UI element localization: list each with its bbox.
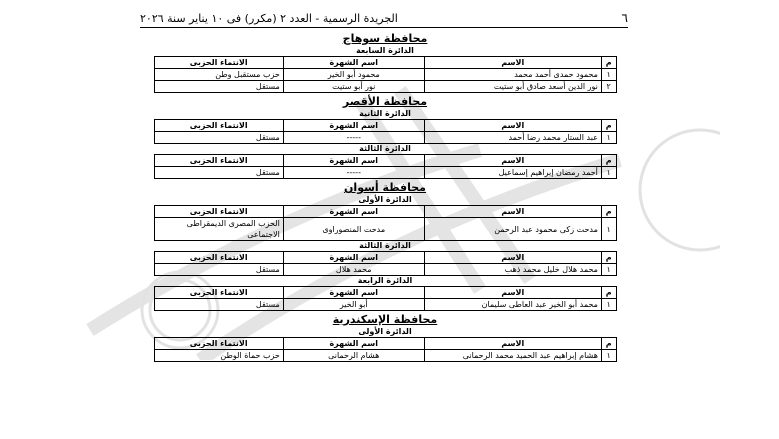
candidates-table	[154, 154, 617, 179]
candidate-fame: مدحت المنصوراوى	[283, 218, 424, 241]
candidate-name: هشام إبراهيم عبد الحميد محمد الرحمانى	[424, 350, 601, 362]
col-header-number: م	[601, 338, 616, 350]
col-header-party: الانتماء الحزبى	[154, 338, 283, 350]
candidate-party: حزب حماة الوطن	[154, 350, 283, 362]
col-header-name: الاسم	[424, 206, 601, 218]
col-header-number: م	[601, 155, 616, 167]
col-header-name: الاسم	[424, 57, 601, 69]
district-title: الدائرة الرابعة	[357, 276, 413, 285]
table-header-row	[154, 206, 616, 218]
candidate-fame: أبو الخير	[283, 299, 424, 311]
governorate-title: محافظة الأقصر	[342, 95, 428, 108]
col-header-fame: اسم الشهرة	[283, 120, 424, 132]
col-header-number: م	[601, 120, 616, 132]
row-number: ١	[601, 299, 616, 311]
row-number: ٢	[601, 81, 616, 93]
page-header	[140, 9, 628, 28]
table-row	[154, 69, 616, 81]
governorate-title: محافظة أسوان	[344, 181, 426, 194]
candidates-table	[154, 205, 617, 241]
candidate-party: حزب مستقبل وطن	[154, 69, 283, 81]
col-header-party: الانتماء الحزبى	[154, 120, 283, 132]
col-header-fame: اسم الشهرة	[283, 206, 424, 218]
col-header-fame: اسم الشهرة	[283, 338, 424, 350]
candidates-table	[154, 251, 617, 276]
candidate-fame: نور أبو ستيت	[283, 81, 424, 93]
table-row	[154, 167, 616, 179]
candidates-list	[150, 30, 620, 362]
row-number: ١	[601, 350, 616, 362]
col-header-number: م	[601, 287, 616, 299]
candidate-name: محمد هلال خليل محمد ذهب	[424, 264, 601, 276]
table-row	[154, 81, 616, 93]
candidate-fame: -----	[283, 167, 424, 179]
table-row	[154, 218, 616, 241]
row-number: ١	[601, 264, 616, 276]
candidate-name: مدحت زكى محمود عبد الرحمن	[424, 218, 601, 241]
col-header-name: الاسم	[424, 287, 601, 299]
table-header-row	[154, 120, 616, 132]
table-row	[154, 132, 616, 144]
col-header-fame: اسم الشهرة	[283, 252, 424, 264]
col-header-number: م	[601, 57, 616, 69]
candidates-table	[154, 119, 617, 144]
table-header-row	[154, 338, 616, 350]
governorate-title: محافظة الإسكندرية	[332, 313, 438, 326]
col-header-fame: اسم الشهرة	[283, 57, 424, 69]
table-row	[154, 350, 616, 362]
district-title: الدائرة الأولى	[358, 327, 412, 336]
page-number: ٦	[621, 11, 628, 25]
candidate-fame: محمود أبو الخير	[283, 69, 424, 81]
col-header-name: الاسم	[424, 338, 601, 350]
col-header-name: الاسم	[424, 120, 601, 132]
candidate-party: مستقل	[154, 132, 283, 144]
candidate-name: نور الدين أسعد صادق أبو ستيت	[424, 81, 601, 93]
col-header-party: الانتماء الحزبى	[154, 287, 283, 299]
table-header-row	[154, 252, 616, 264]
col-header-name: الاسم	[424, 252, 601, 264]
table-row	[154, 299, 616, 311]
district-title: الدائرة الأولى	[358, 195, 412, 204]
candidate-party: مستقل	[154, 299, 283, 311]
col-header-fame: اسم الشهرة	[283, 287, 424, 299]
candidate-party: الحزب المصرى الديمقراطى الاجتماعى	[154, 218, 283, 241]
candidate-party: مستقل	[154, 264, 283, 276]
col-header-number: م	[601, 206, 616, 218]
col-header-party: الانتماء الحزبى	[154, 155, 283, 167]
row-number: ١	[601, 167, 616, 179]
district-title: الدائرة الثالثة	[359, 241, 411, 250]
table-header-row	[154, 155, 616, 167]
district-title: الدائرة الثانية	[359, 109, 411, 118]
col-header-fame: اسم الشهرة	[283, 155, 424, 167]
row-number: ١	[601, 132, 616, 144]
col-header-number: م	[601, 252, 616, 264]
row-number: ١	[601, 218, 616, 241]
candidate-party: مستقل	[154, 81, 283, 93]
candidate-fame: محمد هلال	[283, 264, 424, 276]
candidate-fame: -----	[283, 132, 424, 144]
district-title: الدائرة السابعة	[356, 46, 414, 55]
col-header-party: الانتماء الحزبى	[154, 57, 283, 69]
table-header-row	[154, 57, 616, 69]
col-header-party: الانتماء الحزبى	[154, 252, 283, 264]
candidates-table	[154, 337, 617, 362]
candidate-name: أحمد رمضان إبراهيم إسماعيل	[424, 167, 601, 179]
district-title: الدائرة الثالثة	[359, 144, 411, 153]
row-number: ١	[601, 69, 616, 81]
candidates-table	[154, 286, 617, 311]
col-header-party: الانتماء الحزبى	[154, 206, 283, 218]
candidate-name: محمد أبو الخير عبد العاطى سليمان	[424, 299, 601, 311]
gazette-title: الجريدة الرسمية - العدد ٢ (مكرر) فى ١٠ يناير سنة ٢٠٢٦	[140, 11, 398, 25]
candidate-fame: هشام الرحمانى	[283, 350, 424, 362]
candidate-party: مستقل	[154, 167, 283, 179]
table-header-row	[154, 287, 616, 299]
candidates-table	[154, 56, 617, 93]
candidate-name: محمود حمدى أحمد محمد	[424, 69, 601, 81]
governorate-title: محافظة سوهاج	[342, 32, 428, 45]
candidate-name: عبد الستار محمد رضا أحمد	[424, 132, 601, 144]
col-header-name: الاسم	[424, 155, 601, 167]
table-row	[154, 264, 616, 276]
